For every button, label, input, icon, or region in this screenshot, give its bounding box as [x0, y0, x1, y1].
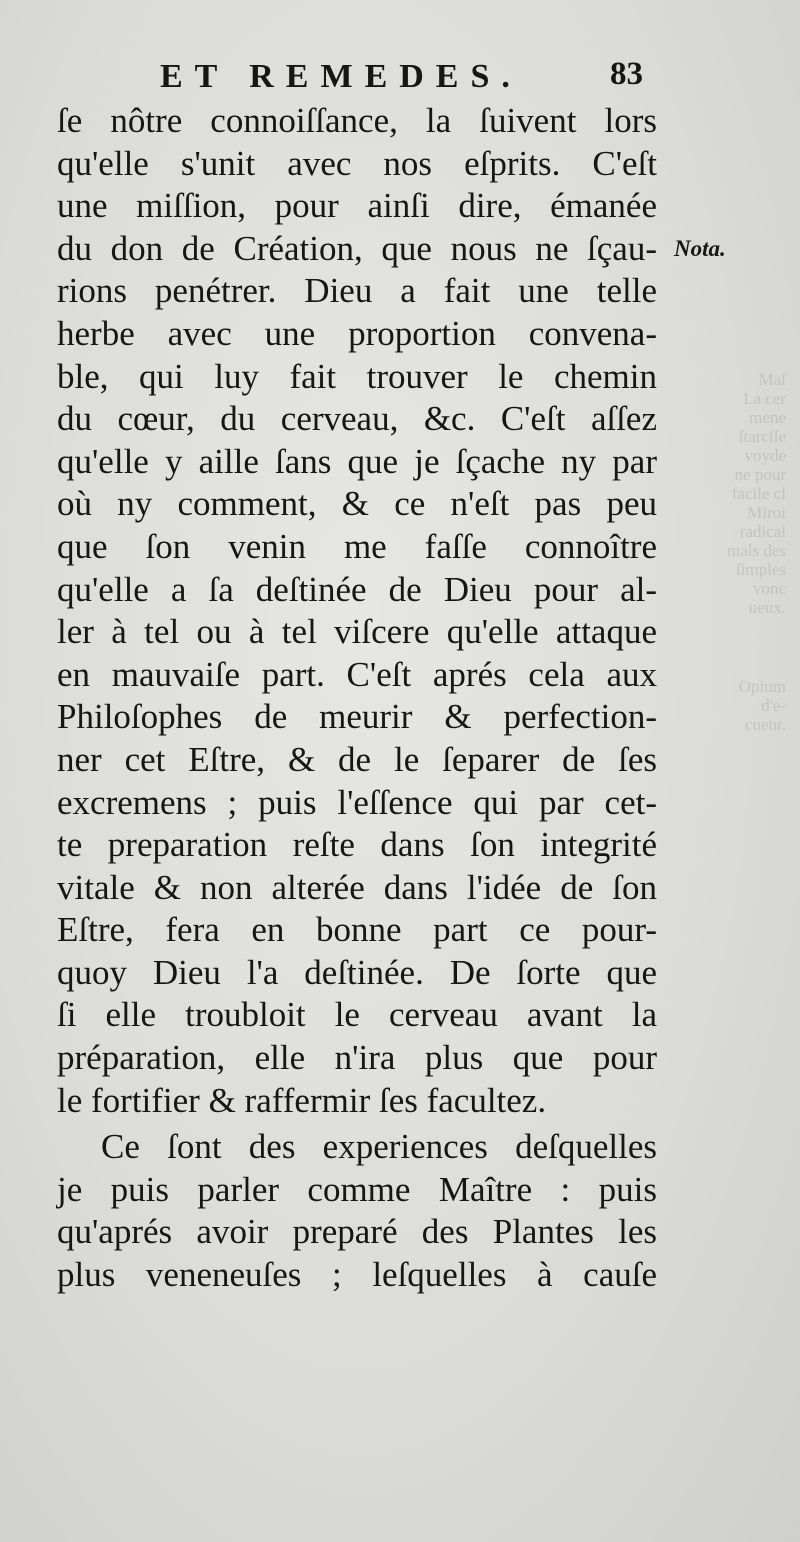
running-head — [160, 58, 660, 98]
text-line: ſi elle troubloit le cerveau avant la — [57, 995, 657, 1035]
text-line: herbe avec une proportion convena- — [57, 313, 657, 353]
text-line: qu'elle s'unit avec nos eſprits. C'eſt — [57, 143, 657, 183]
margin-note: Nota. — [674, 236, 726, 261]
text-line: une miſſion, pour ainſi dire, émanée — [57, 186, 657, 226]
text-line: Ce ſont des experiences deſquelles — [101, 1127, 657, 1167]
page-number: 83 — [610, 56, 643, 92]
text-line: ler à tel ou à tel viſcere qu'elle attaque — [57, 612, 657, 652]
text-line: vitale & non alterée dans l'idée de ſon — [57, 867, 657, 907]
text-line: en mauvaiſe part. C'eſt aprés cela aux — [57, 654, 657, 694]
text-line: ner cet Eſtre, & de le ſeparer de ſes — [57, 739, 657, 779]
bleed-through-text: Maſ La cer mene ſtarcſſe voyde ne pour facile cl Miroi radical mals des ſimples vonc ueux. Opium d'e- cueur. — [726, 370, 786, 734]
text-line: ble, qui luy fait trouver le chemin — [57, 356, 657, 396]
text-line: ſe nôtre connoiſſance, la ſuivent lors — [57, 101, 657, 140]
running-title: ET REMEDES. — [160, 58, 522, 95]
text-line: Eſtre, fera en bonne part ce pour- — [57, 910, 657, 950]
text-line: Philoſophes de meurir & perfection- — [57, 697, 657, 737]
text-line: qu'elle y aille ſans que je ſçache ny par — [57, 441, 657, 481]
text-line: je puis parler comme Maître : puis — [57, 1169, 657, 1209]
text-line: te preparation reſte dans ſon integrité — [57, 825, 657, 865]
body-text — [57, 100, 657, 1297]
text-line: rions penétrer. Dieu a fait une telle — [57, 271, 657, 311]
text-line: où ny comment, & ce n'eſt pas peu — [57, 484, 657, 524]
text-line: du cœur, du cerveau, &c. C'eſt aſſez — [57, 399, 657, 439]
text-line: plus veneneuſes ; leſquelles à cauſe — [57, 1255, 657, 1295]
text-line: qu'aprés avoir preparé des Plantes les — [57, 1212, 657, 1252]
text-line: du don de Création, que nous ne ſçau- — [57, 228, 657, 268]
text-line: qu'elle a ſa deſtinée de Dieu pour al- — [57, 569, 657, 609]
text-line: quoy Dieu l'a deſtinée. De ſorte que — [57, 952, 657, 992]
text-line: que ſon venin me faſſe connoître — [57, 526, 657, 566]
text-line: excremens ; puis l'eſſence qui par cet- — [57, 782, 657, 822]
text-line: préparation, elle n'ira plus que pour — [57, 1038, 657, 1078]
text-line: le fortifier & raffermir ſes facultez. — [57, 1080, 547, 1120]
